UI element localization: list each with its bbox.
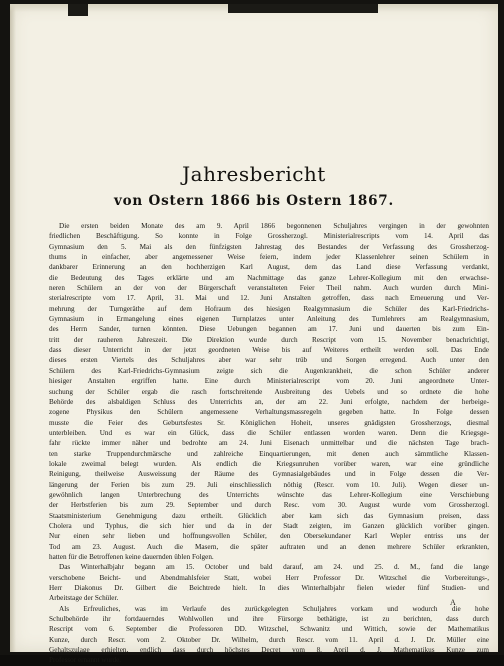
text-line: ten starke Truppendurchmärsche und zahlreiche Einquartierungen, mit denen auch sämmtliche Klassen- [49, 449, 489, 458]
text-line: Gymnasium den 5. Mai als den fünfzigsten Jahrestag des Bestandes der Verfassung des Grossherzog- [49, 242, 489, 251]
text-line: unterbleiben. Und es war ein Glück, dass die Schüler entlassen worden waren. Denn die Kriegsge- [49, 428, 489, 437]
text-line: verschobene Beicht- und Abendmahlsfeier Statt, wobei Herr Professor Dr. Witzschel die Vorbereitungs-, [49, 573, 489, 582]
text-line: Kunze, durch Rescr. vom 2. Oktober Dr. Wilhelm, durch Rescr. vom 11. April d. J. Dr. Müller eine [49, 635, 489, 644]
text-line: der Herbstferien bis zum 29. September und durch Resc. vom 30. August wurde vom Grossherzogl. [49, 501, 489, 510]
text-line: dass dieser Unterricht in der jetzt geordneten Weise bis auf Weiteres ertheilt werden soll. Das Ende [49, 346, 489, 355]
text-line: suchung der Schüler ergab die rasch fortschreitende Ausbreitung des Uebels und so ordnete die hohe [49, 387, 489, 396]
text-line: Nur einen sehr lieben und hoffnungsvollen Schüler, den Obersekundaner Karl Wepler entriss uns der [49, 532, 489, 541]
text-line: Behörde des alsbaldigen Schluss des Unterrichts an, der am 22. Juni erfolgte, nachdem der herbeige- [49, 397, 489, 406]
text-line: hiesiger Anstalten ergriffen hatte. Eine durch Ministerialrescript vom 20. Juni angeordnete Unter- [49, 377, 489, 386]
text-line: hatten für die Betroffenen keine dauernden üblen Folgen. [49, 553, 214, 561]
document-subtitle: von Ostern 1866 bis Ostern 1867. [113, 193, 394, 209]
text-line: Schulbehörde ihr fortdauerndes Wohlwollen und ihre Fürsorge bethätigte, ist zu berichten, dass durch [49, 615, 489, 624]
text-line: Das Winterhalbjahr begann am 15. October und bald darauf, am 24. und 25. d. M., fand die lange [59, 563, 489, 572]
text-line: Arbeitstage der Schüler. [49, 594, 119, 603]
text-line: Gehaltszulage erhielten, endlich dass durch höchstes Decret vom 8. April d. J. Mathematikus Kunze zum [49, 646, 489, 655]
report-body [49, 221, 489, 666]
text-line: mehrung der Turngeräthe auf dem Hofraum des hiesigen Realgymnasium die Schüler des Karl-Friedrichs- [49, 304, 489, 313]
text-line: Gymnasium in Ermangelung eines eigenen Turnplatzes unter Anleitung des Turnlehrers am Realgymnasium, [49, 315, 489, 324]
text-line: fahr rückte immer näher und bedrohte am 24. Juni Eisenach unmittelbar und die nächsten Tage brach- [49, 439, 489, 448]
text-line: Rescript vom 6. September die Professoren DD. Witzschel, Schwanitz und Wittich, sowie der Mathematikus [49, 625, 489, 634]
text-line: längerung der Ferien bis zum 29. Juli einschliesslich nöthig (Rescr. vom 10. Juli). Wegen dieser un- [49, 480, 489, 489]
binding-mark [228, 4, 378, 13]
text-line: Schülern des Karl-Friedrichs-Gymnasium zeigte sich die Augenkrankheit, die schon Schüler anderer [49, 366, 489, 375]
text-line: zogene Physikus den Schülern angemessene Verhaltungsmassregeln gegeben hatte. In Folge dessen [49, 408, 489, 417]
text-line: Tod am 23. August. Auch die Masern, die später auftraten und an denen mehrere Schüler erkrankten, [49, 542, 489, 551]
text-line: Professor ernannt wurde. [49, 656, 122, 665]
text-line: Staatsministerium Genehmigung dazu ertheilt. Glücklich aber kam sich das Gymnasium preisen, dass [49, 511, 489, 520]
text-line: lokale zweimal belegt wurden. Als endlich die Kriegsunruhen vorüber waren, war eine gründliche [49, 459, 489, 468]
text-line: friedlichen Beschäftigung. So konnte in Folge Grossherzogl. Ministerialrescripts vom 14. April das [49, 232, 489, 241]
text-line: Cholera und Typhus, die sich hier und da in der Stadt zeigten, im Ganzen glücklich vorüber gingen. [49, 521, 489, 530]
text-line: neren Schülern an der von der Bürgerschaft veranstalteten Feier Theil nahm. Auch wurden durch Mini- [49, 284, 489, 293]
text-line: dankbarer Erinnerung an den hochherzigen Karl August, dem das Land diese Verfassung verdankt, [49, 263, 489, 272]
text-line: Als Erfreuliches, was im Verlaufe des zurückgelegten Schuljahres vorkam und wodurch die hohe [59, 604, 489, 613]
text-line: thums in einfacher, aber angemessener Weise feiern, indem jeder Klassenlehrer seinen Schülern in [49, 253, 489, 262]
text-line: die Bedeutung des Tages erklärte und am Nachmittage das ganze Lehrer-Kollegium mit den erwachse- [49, 273, 489, 282]
page-number: A [450, 598, 456, 607]
text-line: des Herrn Sander, turnen könnten. Diese Uebungen begannen am 17. Juni und dauerten bis zum Ein- [49, 325, 489, 334]
page-shadow-left [10, 4, 16, 652]
text-line: sterialrescripte vom 17. April, 31. Mai und 12. Juni Anstalten getroffen, dass nach Erneuerung und Ver- [49, 294, 489, 303]
text-line: Herr Diakonus Dr. Gilbert die Beichtrede hielt. In dies Winterhalbjahr fielen wieder fünf Studien- und [49, 584, 489, 593]
text-line: Reinigung, theilweise Ausweissung der Räume des Gymnasialgebäudes und in Folge dessen die Ver- [49, 470, 489, 479]
text-line: Die ersten beiden Monate des am 9. April 1866 begonnenen Schuljahres vergingen in der gewohnten [59, 222, 489, 230]
text-line: musste die Feier des Geburtsfestes Sr. Königlichen Hoheit, unseres gnädigsten Grossherzogs, diesmal [49, 418, 489, 427]
text-line: tritt der rauheren Jahreszeit. Die Direktion wurde durch Rescript vom 15. November benachrichtigt, [49, 335, 489, 344]
document-title: Jahresbericht [182, 162, 326, 186]
document-page [10, 4, 498, 665]
text-line: dieses ersten Viertels des Schuljahres aber war sehr trüb und Sorgen erregend. Auch unter den [49, 356, 489, 365]
binding-mark [68, 4, 88, 16]
text-line: gewöhnlich langen Unterbrechung des Unterrichts wünschte das Lehrer-Kollegium eine Verschiebung [49, 490, 489, 499]
